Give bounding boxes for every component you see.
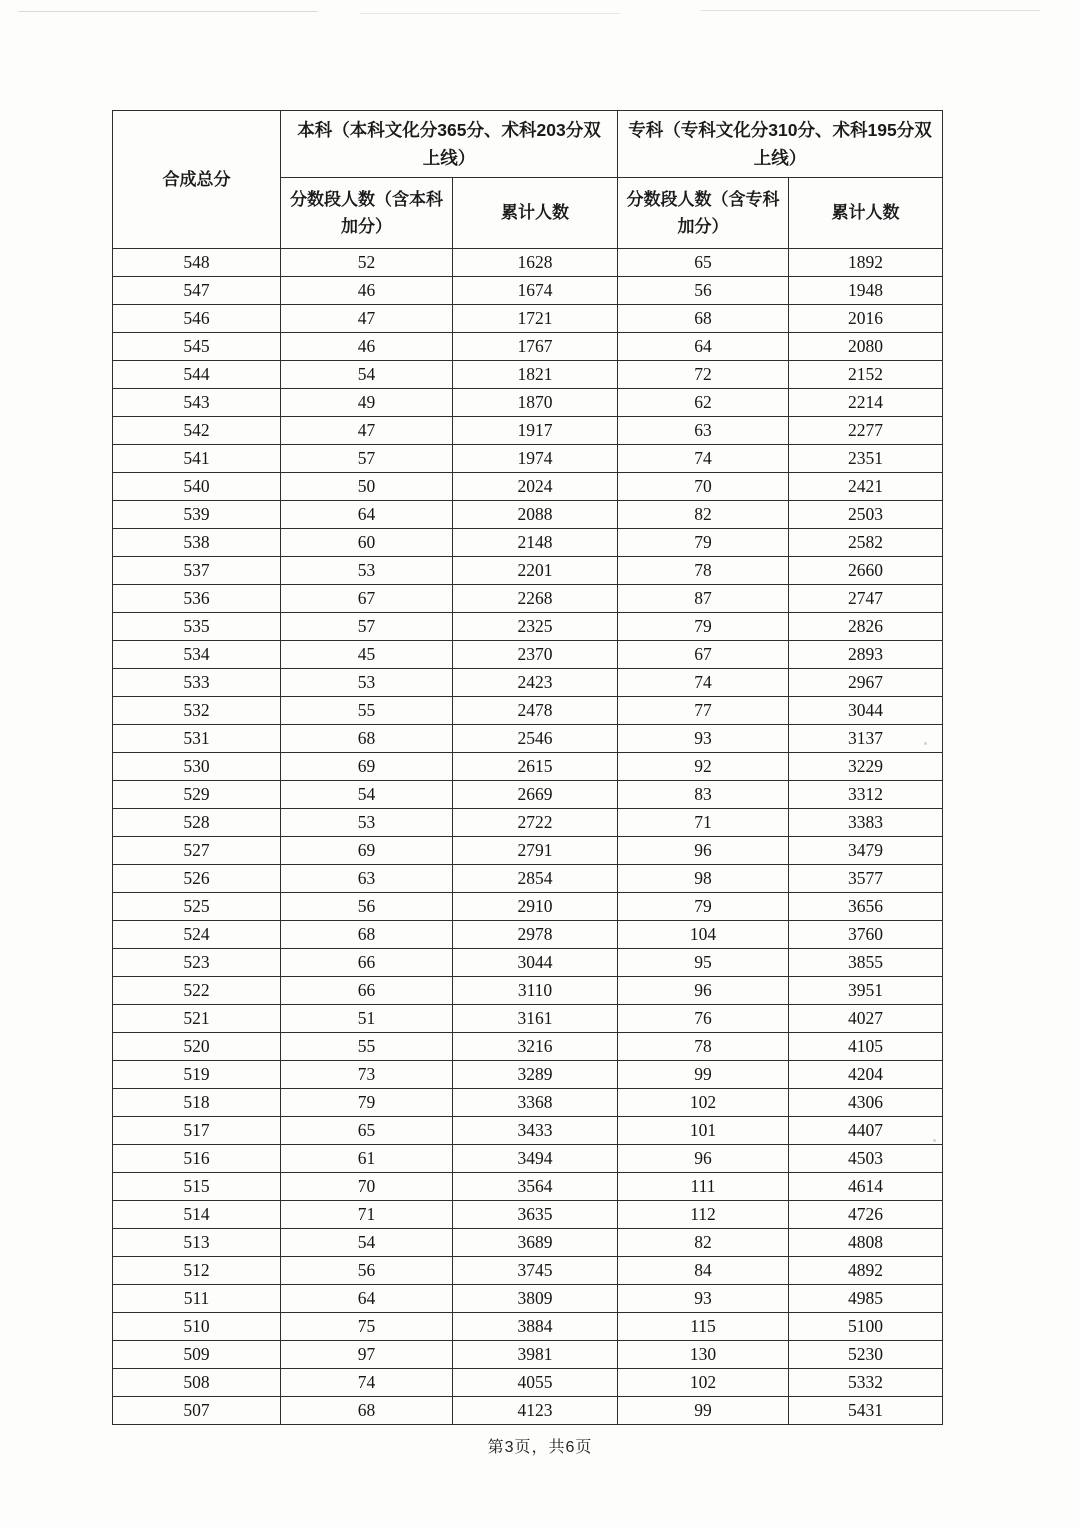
- table-cell: 4985: [789, 1285, 943, 1313]
- table-cell: 64: [281, 501, 453, 529]
- table-cell: 2024: [453, 473, 618, 501]
- table-cell: 82: [618, 501, 789, 529]
- header-zhuanke-cumulative: 累计人数: [789, 178, 943, 249]
- table-row: [113, 865, 943, 893]
- table-cell: 4892: [789, 1257, 943, 1285]
- table-cell: 54: [281, 1229, 453, 1257]
- table-cell: 68: [281, 921, 453, 949]
- table-cell: 3884: [453, 1313, 618, 1341]
- table-cell: 78: [618, 1033, 789, 1061]
- table-cell: 56: [281, 893, 453, 921]
- table-cell: 53: [281, 557, 453, 585]
- table-cell: 512: [113, 1257, 281, 1285]
- table-cell: 3161: [453, 1005, 618, 1033]
- table-row: [113, 501, 943, 529]
- table-cell: 79: [281, 1089, 453, 1117]
- header-zhuanke-group: 专科（专科文化分310分、术科195分双上线）: [618, 111, 943, 178]
- table-cell: 96: [618, 837, 789, 865]
- header-zhuanke-segment: 分数段人数（含专科加分）: [618, 178, 789, 249]
- header-benke-group: 本科（本科文化分365分、术科203分双上线）: [281, 111, 618, 178]
- table-cell: 507: [113, 1397, 281, 1425]
- header-composite-score: 合成总分: [113, 111, 281, 249]
- score-distribution-table: [112, 110, 943, 1425]
- table-cell: 73: [281, 1061, 453, 1089]
- table-cell: 538: [113, 529, 281, 557]
- table-cell: 3809: [453, 1285, 618, 1313]
- table-cell: 3981: [453, 1341, 618, 1369]
- table-cell: 61: [281, 1145, 453, 1173]
- table-cell: 54: [281, 781, 453, 809]
- page-footer: 第3页，共6页: [487, 1439, 593, 1456]
- table-cell: 4306: [789, 1089, 943, 1117]
- table-cell: 544: [113, 361, 281, 389]
- table-row: [113, 445, 943, 473]
- table-cell: 3433: [453, 1117, 618, 1145]
- table-cell: 518: [113, 1089, 281, 1117]
- table-cell: 47: [281, 305, 453, 333]
- table-row: [113, 1369, 943, 1397]
- scan-artifact-line: [18, 11, 318, 12]
- table-row: [113, 473, 943, 501]
- table-cell: 4503: [789, 1145, 943, 1173]
- table-cell: 53: [281, 669, 453, 697]
- table-row: [113, 1229, 943, 1257]
- table-cell: 546: [113, 305, 281, 333]
- table-cell: 46: [281, 333, 453, 361]
- table-cell: 2546: [453, 725, 618, 753]
- table-row: [113, 1033, 943, 1061]
- table-cell: 542: [113, 417, 281, 445]
- table-cell: 2722: [453, 809, 618, 837]
- table-row: [113, 333, 943, 361]
- table-row: [113, 1201, 943, 1229]
- table-row: [113, 641, 943, 669]
- table-cell: 1948: [789, 277, 943, 305]
- table-row: [113, 977, 943, 1005]
- table-cell: 72: [618, 361, 789, 389]
- table-cell: 83: [618, 781, 789, 809]
- table-cell: 5431: [789, 1397, 943, 1425]
- table-cell: 2201: [453, 557, 618, 585]
- table-cell: 2503: [789, 501, 943, 529]
- table-cell: 50: [281, 473, 453, 501]
- table-cell: 521: [113, 1005, 281, 1033]
- table-cell: 2978: [453, 921, 618, 949]
- table-row: [113, 837, 943, 865]
- table-cell: 514: [113, 1201, 281, 1229]
- table-cell: 53: [281, 809, 453, 837]
- header-group-row: [113, 111, 943, 178]
- table-cell: 75: [281, 1313, 453, 1341]
- table-row: [113, 949, 943, 977]
- table-cell: 51: [281, 1005, 453, 1033]
- table-cell: 1674: [453, 277, 618, 305]
- table-cell: 55: [281, 1033, 453, 1061]
- table-cell: 2277: [789, 417, 943, 445]
- table-cell: 3577: [789, 865, 943, 893]
- table-cell: 543: [113, 389, 281, 417]
- scan-artifact-line: [700, 10, 1040, 11]
- table-cell: 3951: [789, 977, 943, 1005]
- table-cell: 515: [113, 1173, 281, 1201]
- table-cell: 69: [281, 753, 453, 781]
- table-row: [113, 725, 943, 753]
- table-cell: 65: [618, 249, 789, 277]
- table-cell: 1870: [453, 389, 618, 417]
- table-cell: 4726: [789, 1201, 943, 1229]
- table-cell: 535: [113, 613, 281, 641]
- header-benke-segment: 分数段人数（含本科加分）: [281, 178, 453, 249]
- table-cell: 2854: [453, 865, 618, 893]
- table-row: [113, 249, 943, 277]
- table-row: [113, 1173, 943, 1201]
- table-cell: 3312: [789, 781, 943, 809]
- table-cell: 79: [618, 529, 789, 557]
- header-benke-cumulative: 累计人数: [453, 178, 618, 249]
- table-cell: 2370: [453, 641, 618, 669]
- table-cell: 47: [281, 417, 453, 445]
- table-cell: 130: [618, 1341, 789, 1369]
- table-cell: 2080: [789, 333, 943, 361]
- table-cell: 60: [281, 529, 453, 557]
- table-row: [113, 753, 943, 781]
- table-cell: 67: [618, 641, 789, 669]
- table-cell: 2423: [453, 669, 618, 697]
- table-cell: 3656: [789, 893, 943, 921]
- table-cell: 62: [618, 389, 789, 417]
- table-cell: 101: [618, 1117, 789, 1145]
- table-cell: 82: [618, 1229, 789, 1257]
- table-cell: 99: [618, 1061, 789, 1089]
- table-cell: 84: [618, 1257, 789, 1285]
- table-cell: 522: [113, 977, 281, 1005]
- table-cell: 46: [281, 277, 453, 305]
- table-cell: 52: [281, 249, 453, 277]
- table-cell: 3494: [453, 1145, 618, 1173]
- table-cell: 4105: [789, 1033, 943, 1061]
- table-cell: 2421: [789, 473, 943, 501]
- table-row: [113, 1397, 943, 1425]
- table-cell: 534: [113, 641, 281, 669]
- table-cell: 70: [281, 1173, 453, 1201]
- table-cell: 2478: [453, 697, 618, 725]
- table-cell: 68: [281, 725, 453, 753]
- table-cell: 71: [618, 809, 789, 837]
- table-cell: 115: [618, 1313, 789, 1341]
- table-cell: 510: [113, 1313, 281, 1341]
- table-cell: 4055: [453, 1369, 618, 1397]
- table-cell: 57: [281, 445, 453, 473]
- table-cell: 49: [281, 389, 453, 417]
- table-cell: 3745: [453, 1257, 618, 1285]
- table-cell: 2214: [789, 389, 943, 417]
- table-cell: 68: [618, 305, 789, 333]
- table-cell: 74: [618, 669, 789, 697]
- table-cell: 69: [281, 837, 453, 865]
- table-cell: 77: [618, 697, 789, 725]
- table-cell: 55: [281, 697, 453, 725]
- table-row: [113, 1285, 943, 1313]
- table-cell: 4808: [789, 1229, 943, 1257]
- table-row: [113, 361, 943, 389]
- table-cell: 56: [618, 277, 789, 305]
- table-cell: 64: [281, 1285, 453, 1313]
- table-cell: 3479: [789, 837, 943, 865]
- table-cell: 3689: [453, 1229, 618, 1257]
- table-row: [113, 1005, 943, 1033]
- table-cell: 3216: [453, 1033, 618, 1061]
- table-cell: 531: [113, 725, 281, 753]
- table-cell: 2152: [789, 361, 943, 389]
- table-cell: 63: [281, 865, 453, 893]
- table-cell: 66: [281, 977, 453, 1005]
- table-row: [113, 1257, 943, 1285]
- table-cell: 56: [281, 1257, 453, 1285]
- table-cell: 3289: [453, 1061, 618, 1089]
- table-cell: 96: [618, 977, 789, 1005]
- table-body: [113, 249, 943, 1425]
- table-cell: 524: [113, 921, 281, 949]
- scan-artifact-line: [360, 13, 620, 14]
- table-cell: 2747: [789, 585, 943, 613]
- table-cell: 2910: [453, 893, 618, 921]
- table-cell: 3855: [789, 949, 943, 977]
- table-cell: 527: [113, 837, 281, 865]
- table-cell: 98: [618, 865, 789, 893]
- table-row: [113, 1313, 943, 1341]
- table-cell: 520: [113, 1033, 281, 1061]
- table-cell: 525: [113, 893, 281, 921]
- table-cell: 3760: [789, 921, 943, 949]
- table-cell: 2669: [453, 781, 618, 809]
- table-cell: 112: [618, 1201, 789, 1229]
- table-cell: 530: [113, 753, 281, 781]
- table-cell: 76: [618, 1005, 789, 1033]
- table-cell: 2582: [789, 529, 943, 557]
- table-cell: 95: [618, 949, 789, 977]
- table-cell: 5332: [789, 1369, 943, 1397]
- table-row: [113, 1145, 943, 1173]
- table-cell: 102: [618, 1089, 789, 1117]
- table-cell: 1721: [453, 305, 618, 333]
- table-cell: 93: [618, 1285, 789, 1313]
- table-row: [113, 305, 943, 333]
- table-cell: 532: [113, 697, 281, 725]
- table-cell: 3635: [453, 1201, 618, 1229]
- table-cell: 509: [113, 1341, 281, 1369]
- table-cell: 547: [113, 277, 281, 305]
- table-row: [113, 1089, 943, 1117]
- table-row: [113, 921, 943, 949]
- table-cell: 65: [281, 1117, 453, 1145]
- table-cell: 92: [618, 753, 789, 781]
- table-cell: 66: [281, 949, 453, 977]
- table-cell: 1821: [453, 361, 618, 389]
- table-cell: 4204: [789, 1061, 943, 1089]
- table-row: [113, 389, 943, 417]
- table-cell: 2016: [789, 305, 943, 333]
- table-cell: 99: [618, 1397, 789, 1425]
- table-cell: 1917: [453, 417, 618, 445]
- table-row: [113, 557, 943, 585]
- table-cell: 548: [113, 249, 281, 277]
- table-cell: 528: [113, 809, 281, 837]
- table-cell: 519: [113, 1061, 281, 1089]
- table-row: [113, 529, 943, 557]
- table-cell: 529: [113, 781, 281, 809]
- table-cell: 3368: [453, 1089, 618, 1117]
- table-cell: 3564: [453, 1173, 618, 1201]
- table-cell: 516: [113, 1145, 281, 1173]
- table-cell: 57: [281, 613, 453, 641]
- table-cell: 2967: [789, 669, 943, 697]
- table-cell: 2660: [789, 557, 943, 585]
- table-cell: 79: [618, 893, 789, 921]
- table-cell: 2325: [453, 613, 618, 641]
- table-cell: 3044: [789, 697, 943, 725]
- table-cell: 63: [618, 417, 789, 445]
- table-cell: 508: [113, 1369, 281, 1397]
- table-cell: 54: [281, 361, 453, 389]
- table-row: [113, 585, 943, 613]
- table-cell: 2351: [789, 445, 943, 473]
- table-cell: 4027: [789, 1005, 943, 1033]
- table-cell: 3383: [789, 809, 943, 837]
- table-row: [113, 809, 943, 837]
- table-cell: 1628: [453, 249, 618, 277]
- table-cell: 74: [281, 1369, 453, 1397]
- table-cell: 3137: [789, 725, 943, 753]
- table-row: [113, 277, 943, 305]
- table-cell: 2088: [453, 501, 618, 529]
- table-row: [113, 1117, 943, 1145]
- table-row: [113, 697, 943, 725]
- table-cell: 2148: [453, 529, 618, 557]
- table-cell: 3229: [789, 753, 943, 781]
- table-cell: 511: [113, 1285, 281, 1313]
- table-row: [113, 1341, 943, 1369]
- table-cell: 5100: [789, 1313, 943, 1341]
- table-cell: 102: [618, 1369, 789, 1397]
- table-cell: 536: [113, 585, 281, 613]
- table-row: [113, 893, 943, 921]
- table-cell: 87: [618, 585, 789, 613]
- table-row: [113, 1061, 943, 1089]
- table-cell: 64: [618, 333, 789, 361]
- table-cell: 2615: [453, 753, 618, 781]
- table-cell: 96: [618, 1145, 789, 1173]
- table-cell: 4407: [789, 1117, 943, 1145]
- table-row: [113, 417, 943, 445]
- table-cell: 513: [113, 1229, 281, 1257]
- table-cell: 540: [113, 473, 281, 501]
- table-cell: 97: [281, 1341, 453, 1369]
- table-cell: 3110: [453, 977, 618, 1005]
- table-cell: 111: [618, 1173, 789, 1201]
- table-cell: 1767: [453, 333, 618, 361]
- table-row: [113, 781, 943, 809]
- table-cell: 70: [618, 473, 789, 501]
- table-cell: 533: [113, 669, 281, 697]
- table-cell: 67: [281, 585, 453, 613]
- table-cell: 526: [113, 865, 281, 893]
- table-cell: 4123: [453, 1397, 618, 1425]
- table-cell: 104: [618, 921, 789, 949]
- table-cell: 2268: [453, 585, 618, 613]
- table-cell: 74: [618, 445, 789, 473]
- table-cell: 4614: [789, 1173, 943, 1201]
- table-cell: 2826: [789, 613, 943, 641]
- table-cell: 68: [281, 1397, 453, 1425]
- table-cell: 1974: [453, 445, 618, 473]
- table-cell: 2791: [453, 837, 618, 865]
- table-cell: 517: [113, 1117, 281, 1145]
- table-cell: 71: [281, 1201, 453, 1229]
- table-cell: 5230: [789, 1341, 943, 1369]
- table-row: [113, 669, 943, 697]
- table-cell: 78: [618, 557, 789, 585]
- table-cell: 79: [618, 613, 789, 641]
- table-cell: 545: [113, 333, 281, 361]
- table-cell: 3044: [453, 949, 618, 977]
- table-cell: 523: [113, 949, 281, 977]
- table-cell: 541: [113, 445, 281, 473]
- table-cell: 1892: [789, 249, 943, 277]
- table-cell: 537: [113, 557, 281, 585]
- table-cell: 93: [618, 725, 789, 753]
- table-cell: 2893: [789, 641, 943, 669]
- table-row: [113, 613, 943, 641]
- table-cell: 45: [281, 641, 453, 669]
- table-cell: 539: [113, 501, 281, 529]
